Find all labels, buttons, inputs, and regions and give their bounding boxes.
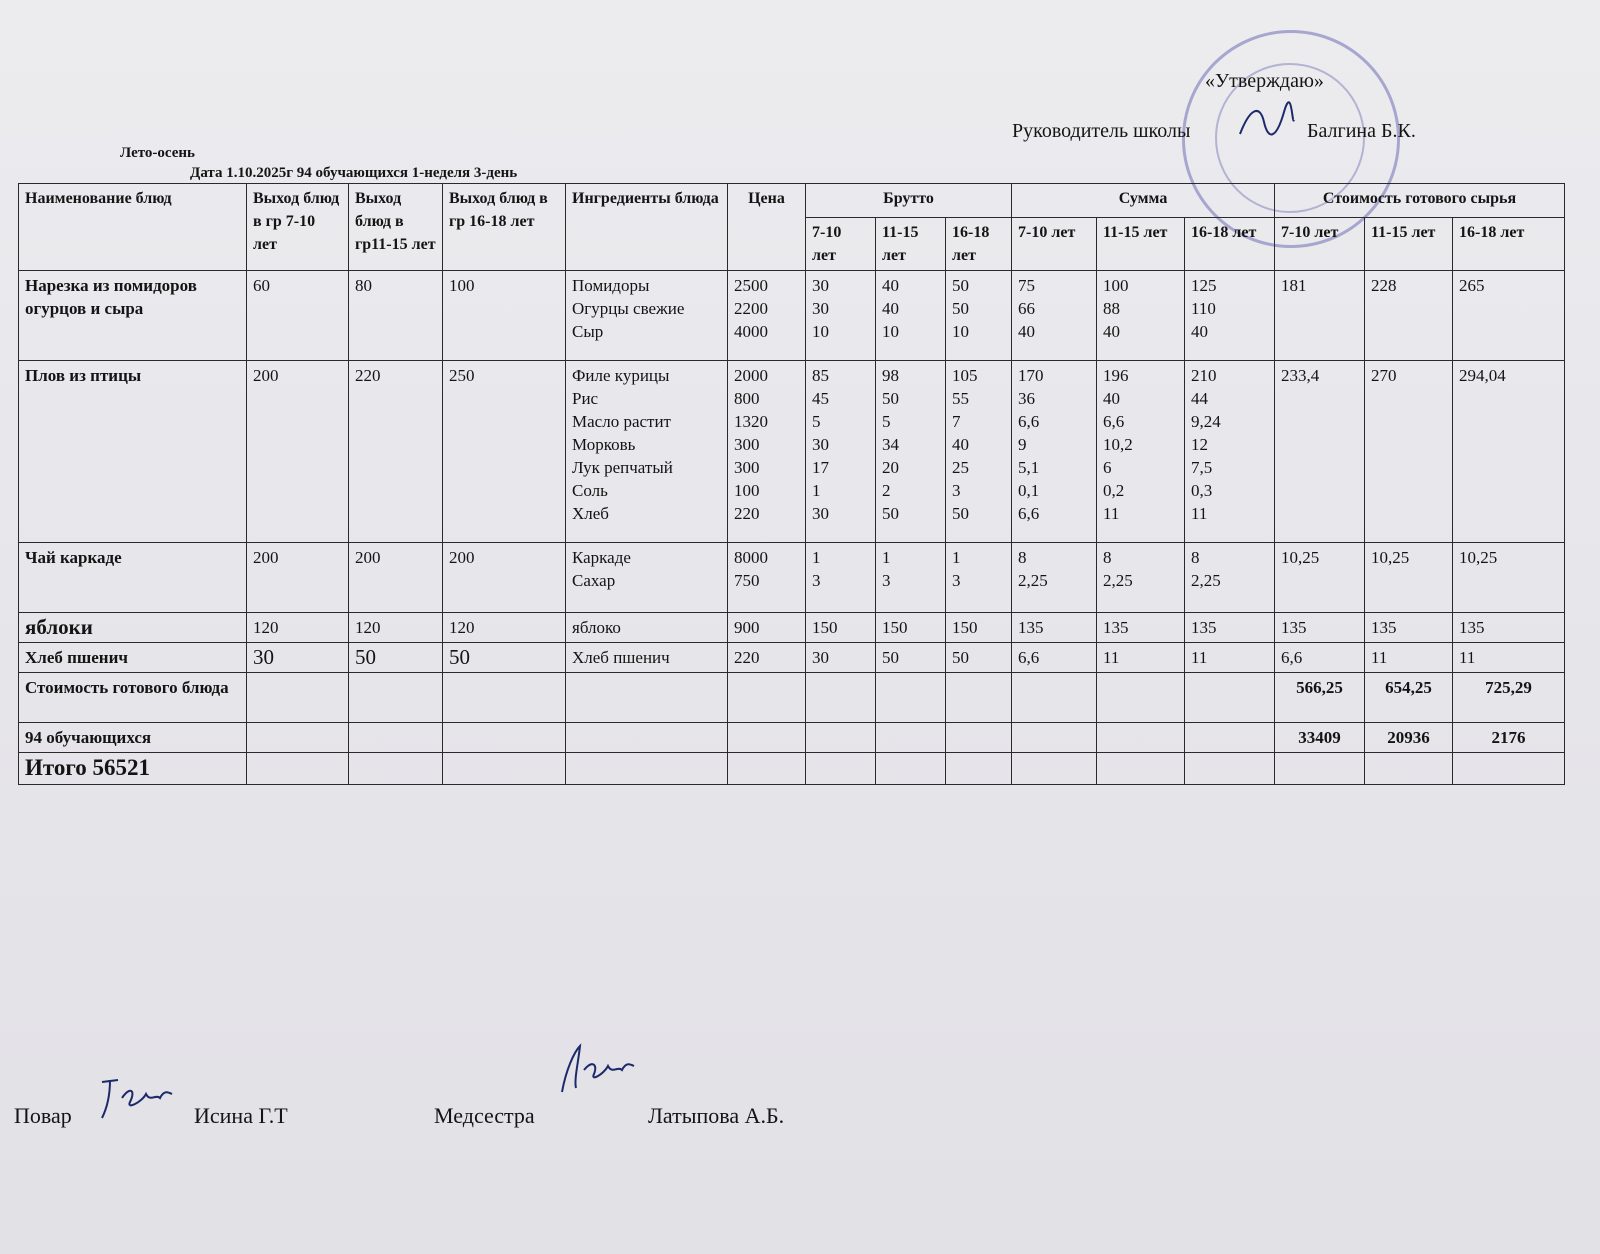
sum-7-10-list: [1012, 271, 1097, 361]
header-row-1: [19, 184, 1565, 218]
price-item: 2000: [734, 366, 768, 385]
price-item: 750: [734, 571, 760, 590]
sum-11-15-item: 11: [1103, 504, 1120, 523]
approval-label: «Утверждаю»: [1205, 70, 1324, 92]
sum-11-15-item: 40: [1103, 322, 1121, 341]
director-name: Балгина Б.К.: [1307, 120, 1416, 142]
sum-7-10-item: 40: [1018, 322, 1036, 341]
sum-7-10-item: 8: [1018, 548, 1027, 567]
dish-cost-16-18: 725,29: [1453, 673, 1565, 723]
brutto-16-18-list: [946, 543, 1012, 613]
empty-cell: [1012, 673, 1097, 723]
brutto-11-15-item: 20: [882, 458, 899, 477]
brutto-7-10-item: 30: [812, 435, 829, 454]
ingredient-item: Масло растит: [572, 412, 671, 431]
brutto-7-10-item: 30: [812, 299, 829, 318]
header-brutto-11-15: 11-15 лет: [876, 218, 946, 271]
sum-16-18-item: 135: [1191, 618, 1217, 637]
empty-cell: [1097, 673, 1185, 723]
sum-11-15-item: 8: [1103, 548, 1112, 567]
dish-cost: 135: [1365, 613, 1453, 643]
ingredient-item: Филе курицы: [572, 366, 670, 385]
empty-cell: [1185, 753, 1275, 785]
brutto-16-18-list: [946, 271, 1012, 361]
dish-yield: 50: [443, 643, 566, 673]
brutto-16-18-item: 3: [952, 481, 961, 500]
brutto-11-15-item: 2: [882, 481, 891, 500]
sum-16-18-item: 44: [1191, 389, 1209, 408]
grand-total-row: [19, 753, 1565, 785]
brutto-16-18-item: 40: [952, 435, 969, 454]
dish-yield: 120: [443, 613, 566, 643]
ingredient-list: [566, 271, 728, 361]
dish-cost: 11: [1365, 643, 1453, 673]
brutto-16-18-item: 150: [952, 618, 978, 637]
header-sum-11-15: 11-15 лет: [1097, 218, 1185, 271]
students-row: [19, 723, 1565, 753]
sum-16-18-list: [1185, 271, 1275, 361]
header-cost-7-10: 7-10 лет: [1275, 218, 1365, 271]
sum-7-10-item: 0,1: [1018, 481, 1040, 500]
brutto-7-10-item: 45: [812, 389, 829, 408]
dish-cost: 11: [1453, 643, 1565, 673]
dish-row: [19, 271, 1565, 361]
empty-cell: [247, 673, 349, 723]
dish-yield: 120: [349, 613, 443, 643]
sum-7-10-item: 135: [1018, 618, 1044, 637]
sum-16-18-list: [1185, 613, 1275, 643]
ingredient-item: Сыр: [572, 322, 604, 341]
sum-7-10-list: [1012, 361, 1097, 543]
dish-cost: 135: [1275, 613, 1365, 643]
menu-table: [18, 183, 1565, 785]
sum-11-15-item: 6,6: [1103, 412, 1125, 431]
brutto-11-15-item: 10: [882, 322, 899, 341]
students-cost-7-10: 33409: [1275, 723, 1365, 753]
empty-cell: [247, 723, 349, 753]
sum-11-15-item: 100: [1103, 276, 1129, 295]
empty-cell: [566, 753, 728, 785]
dish-cost: 228: [1365, 271, 1453, 361]
ingredient-item: Помидоры: [572, 276, 650, 295]
dish-yield: 80: [349, 271, 443, 361]
dish-yield: 120: [247, 613, 349, 643]
price-list: [728, 543, 806, 613]
sum-16-18-item: 40: [1191, 322, 1209, 341]
header-sum: Сумма: [1012, 184, 1275, 218]
brutto-16-18-item: 3: [952, 571, 961, 590]
sum-16-18-list: [1185, 361, 1275, 543]
dish-cost-7-10: 566,25: [1275, 673, 1365, 723]
price-item: 900: [734, 618, 760, 637]
empty-cell: [728, 723, 806, 753]
sum-11-15-list: [1097, 361, 1185, 543]
cook-signature: [96, 1072, 176, 1124]
brutto-7-10-list: [806, 271, 876, 361]
brutto-7-10-item: 1: [812, 548, 821, 567]
sum-7-10-item: 66: [1018, 299, 1036, 318]
empty-cell: [946, 723, 1012, 753]
empty-cell: [443, 673, 566, 723]
empty-cell: [806, 753, 876, 785]
sum-11-15-list: [1097, 271, 1185, 361]
empty-cell: [728, 753, 806, 785]
empty-cell: [349, 723, 443, 753]
sum-7-10-item: 170: [1018, 366, 1044, 385]
sum-16-18-item: 11: [1191, 504, 1208, 523]
brutto-11-15-list: [876, 613, 946, 643]
sum-7-10-item: 36: [1018, 389, 1036, 408]
price-item: 220: [734, 504, 760, 523]
header-brutto: Брутто: [806, 184, 1012, 218]
brutto-11-15-item: 3: [882, 571, 891, 590]
brutto-16-18-list: [946, 361, 1012, 543]
ingredient-item: Каркаде: [572, 548, 631, 567]
header-cost-11-15: 11-15 лет: [1365, 218, 1453, 271]
brutto-16-18-item: 105: [952, 366, 978, 385]
students-cost-16-18: 2176: [1453, 723, 1565, 753]
dish-name: Чай каркаде: [19, 543, 247, 613]
dish-yield: 200: [349, 543, 443, 613]
dish-cost: 10,25: [1365, 543, 1453, 613]
empty-cell: [806, 673, 876, 723]
sum-11-15-item: 135: [1103, 618, 1129, 637]
empty-cell: [728, 673, 806, 723]
brutto-11-15-list: [876, 271, 946, 361]
price-item: 220: [734, 648, 760, 667]
sum-7-10-item: 9: [1018, 435, 1027, 454]
students-cost-11-15: 20936: [1365, 723, 1453, 753]
dish-name: Нарезка из помидоров огурцов и сыра: [19, 271, 247, 361]
price-item: 100: [734, 481, 760, 500]
empty-cell: [806, 723, 876, 753]
price-list: [728, 271, 806, 361]
dish-cost: 294,04: [1453, 361, 1565, 543]
sum-11-15-item: 10,2: [1103, 435, 1133, 454]
empty-cell: [566, 673, 728, 723]
brutto-16-18-item: 25: [952, 458, 969, 477]
dish-cost: 10,25: [1275, 543, 1365, 613]
empty-cell: [566, 723, 728, 753]
header-yield-11-15: Выход блюд в гр11-15 лет: [349, 184, 443, 271]
dish-cost: 265: [1453, 271, 1565, 361]
dish-cost-label: Стоимость готового блюда: [19, 673, 247, 723]
sum-7-10-item: 6,6: [1018, 412, 1040, 431]
brutto-11-15-item: 40: [882, 276, 899, 295]
brutto-11-15-item: 50: [882, 504, 899, 523]
sum-7-10-item: 75: [1018, 276, 1036, 295]
brutto-11-15-item: 50: [882, 389, 899, 408]
dish-row: [19, 361, 1565, 543]
brutto-7-10-item: 30: [812, 504, 829, 523]
dish-cost: 181: [1275, 271, 1365, 361]
empty-cell: [1365, 753, 1453, 785]
header-price: Цена: [728, 184, 806, 271]
brutto-11-15-list: [876, 643, 946, 673]
ingredient-list: [566, 543, 728, 613]
header-brutto-7-10: 7-10 лет: [806, 218, 876, 271]
ingredient-item: Морковь: [572, 435, 636, 454]
students-label: 94 обучающихся: [19, 723, 247, 753]
price-item: 4000: [734, 322, 768, 341]
nurse-signature: [554, 1040, 638, 1098]
brutto-7-10-item: 1: [812, 481, 821, 500]
header-yield-7-10: Выход блюд в гр 7-10 лет: [247, 184, 349, 271]
brutto-16-18-item: 50: [952, 276, 969, 295]
empty-cell: [349, 673, 443, 723]
sum-16-18-list: [1185, 643, 1275, 673]
brutto-7-10-item: 85: [812, 366, 829, 385]
brutto-11-15-item: 34: [882, 435, 899, 454]
empty-cell: [1185, 673, 1275, 723]
dish-row: [19, 643, 1565, 673]
sum-7-10-item: 5,1: [1018, 458, 1040, 477]
brutto-11-15-list: [876, 543, 946, 613]
brutto-11-15-item: 98: [882, 366, 899, 385]
price-item: 1320: [734, 412, 768, 431]
sum-11-15-item: 88: [1103, 299, 1121, 318]
ingredient-item: Лук репчатый: [572, 458, 673, 477]
nurse-role: Медсестра: [434, 1103, 535, 1128]
brutto-11-15-item: 150: [882, 618, 908, 637]
brutto-7-10-item: 17: [812, 458, 829, 477]
sum-7-10-item: 6,6: [1018, 504, 1040, 523]
sum-11-15-item: 6: [1103, 458, 1112, 477]
price-item: 300: [734, 435, 760, 454]
sum-16-18-item: 8: [1191, 548, 1200, 567]
ingredient-item: Сахар: [572, 571, 616, 590]
brutto-7-10-item: 30: [812, 648, 829, 667]
sum-7-10-item: 6,6: [1018, 648, 1040, 667]
empty-cell: [443, 723, 566, 753]
dish-cost: 270: [1365, 361, 1453, 543]
sum-7-10-list: [1012, 543, 1097, 613]
header-sum-16-18: 16-18 лет: [1185, 218, 1275, 271]
sum-16-18-item: 210: [1191, 366, 1217, 385]
price-list: [728, 643, 806, 673]
sum-11-15-item: 196: [1103, 366, 1129, 385]
price-list: [728, 613, 806, 643]
sum-16-18-item: 0,3: [1191, 481, 1213, 500]
ingredient-list: [566, 361, 728, 543]
brutto-11-15-item: 5: [882, 412, 891, 431]
dish-cost: 233,4: [1275, 361, 1365, 543]
empty-cell: [1012, 753, 1097, 785]
header-cost-16-18: 16-18 лет: [1453, 218, 1565, 271]
empty-cell: [1185, 723, 1275, 753]
brutto-16-18-list: [946, 613, 1012, 643]
dish-name: яблоки: [19, 613, 247, 643]
dish-cost: 135: [1453, 613, 1565, 643]
empty-cell: [443, 753, 566, 785]
dish-yield: 200: [247, 361, 349, 543]
dish-cost: 6,6: [1275, 643, 1365, 673]
dish-yield: 100: [443, 271, 566, 361]
dish-cost-row: [19, 673, 1565, 723]
dish-row: [19, 543, 1565, 613]
ingredient-item: яблоко: [572, 618, 621, 637]
sum-11-15-list: [1097, 613, 1185, 643]
sum-11-15-item: 11: [1103, 648, 1120, 667]
ingredient-item: Хлеб: [572, 504, 609, 523]
empty-cell: [946, 753, 1012, 785]
brutto-11-15-item: 1: [882, 548, 891, 567]
brutto-16-18-item: 10: [952, 322, 969, 341]
brutto-16-18-item: 7: [952, 412, 961, 431]
dish-cost: 10,25: [1453, 543, 1565, 613]
brutto-16-18-item: 1: [952, 548, 961, 567]
empty-cell: [1453, 753, 1565, 785]
sum-16-18-list: [1185, 543, 1275, 613]
header-yield-16-18: Выход блюд в гр 16-18 лет: [443, 184, 566, 271]
season-label: Лето-осень: [120, 145, 195, 161]
dish-yield: 250: [443, 361, 566, 543]
brutto-16-18-item: 50: [952, 299, 969, 318]
brutto-7-10-list: [806, 643, 876, 673]
sum-16-18-item: 125: [1191, 276, 1217, 295]
header-dish-name: Наименование блюд: [19, 184, 247, 271]
empty-cell: [1012, 723, 1097, 753]
sum-16-18-item: 11: [1191, 648, 1208, 667]
empty-cell: [349, 753, 443, 785]
brutto-7-10-item: 10: [812, 322, 829, 341]
sum-16-18-item: 110: [1191, 299, 1216, 318]
sum-11-15-list: [1097, 543, 1185, 613]
director-signature: [1236, 100, 1296, 146]
sum-16-18-item: 2,25: [1191, 571, 1221, 590]
ingredient-item: Огурцы свежие: [572, 299, 685, 318]
sum-16-18-item: 9,24: [1191, 412, 1221, 431]
brutto-16-18-item: 50: [952, 504, 969, 523]
brutto-7-10-item: 150: [812, 618, 838, 637]
empty-cell: [876, 723, 946, 753]
empty-cell: [946, 673, 1012, 723]
price-item: 800: [734, 389, 760, 408]
brutto-7-10-item: 30: [812, 276, 829, 295]
header-brutto-16-18: 16-18 лет: [946, 218, 1012, 271]
sum-11-15-list: [1097, 643, 1185, 673]
dish-yield: 60: [247, 271, 349, 361]
price-item: 300: [734, 458, 760, 477]
dish-yield: 200: [443, 543, 566, 613]
empty-cell: [1097, 753, 1185, 785]
dish-yield: 220: [349, 361, 443, 543]
dish-row: [19, 613, 1565, 643]
empty-cell: [1097, 723, 1185, 753]
price-item: 2200: [734, 299, 768, 318]
brutto-7-10-item: 5: [812, 412, 821, 431]
empty-cell: [1275, 753, 1365, 785]
sum-16-18-item: 12: [1191, 435, 1209, 454]
ingredient-list: [566, 613, 728, 643]
brutto-7-10-list: [806, 543, 876, 613]
dish-yield: 200: [247, 543, 349, 613]
director-role: Руководитель школы: [1012, 120, 1191, 142]
price-item: 8000: [734, 548, 768, 567]
brutto-11-15-item: 50: [882, 648, 899, 667]
dish-yield: 50: [349, 643, 443, 673]
ingredient-item: Хлеб пшенич: [572, 648, 670, 667]
header-cost: Стоимость готового сырья: [1275, 184, 1565, 218]
sum-7-10-list: [1012, 643, 1097, 673]
header-sum-7-10: 7-10 лет: [1012, 218, 1097, 271]
sum-7-10-item: 2,25: [1018, 571, 1048, 590]
sum-16-18-item: 7,5: [1191, 458, 1213, 477]
brutto-11-15-list: [876, 361, 946, 543]
sum-7-10-list: [1012, 613, 1097, 643]
ingredient-item: Соль: [572, 481, 608, 500]
date-line: Дата 1.10.2025г 94 обучающихся 1-неделя 3-день: [190, 165, 518, 181]
brutto-11-15-item: 40: [882, 299, 899, 318]
dish-name: Плов из птицы: [19, 361, 247, 543]
price-item: 2500: [734, 276, 768, 295]
brutto-16-18-item: 55: [952, 389, 969, 408]
sum-11-15-item: 0,2: [1103, 481, 1125, 500]
nurse-name: Латыпова А.Б.: [648, 1103, 785, 1128]
ingredient-list: [566, 643, 728, 673]
grand-total-label: Итого 56521: [19, 753, 247, 785]
brutto-16-18-item: 50: [952, 648, 969, 667]
brutto-7-10-list: [806, 361, 876, 543]
cook-role: Повар: [14, 1103, 72, 1128]
dish-cost-11-15: 654,25: [1365, 673, 1453, 723]
brutto-7-10-list: [806, 613, 876, 643]
ingredient-item: Рис: [572, 389, 599, 408]
empty-cell: [876, 753, 946, 785]
brutto-7-10-item: 3: [812, 571, 821, 590]
brutto-16-18-list: [946, 643, 1012, 673]
empty-cell: [247, 753, 349, 785]
dish-name: Хлеб пшенич: [19, 643, 247, 673]
dish-yield: 30: [247, 643, 349, 673]
sum-11-15-item: 2,25: [1103, 571, 1133, 590]
header-ingredients: Ингредиенты блюда: [566, 184, 728, 271]
empty-cell: [876, 673, 946, 723]
cook-name: Исина Г.Т: [194, 1103, 288, 1128]
price-list: [728, 361, 806, 543]
sum-11-15-item: 40: [1103, 389, 1121, 408]
dish-rows: [19, 271, 1565, 673]
